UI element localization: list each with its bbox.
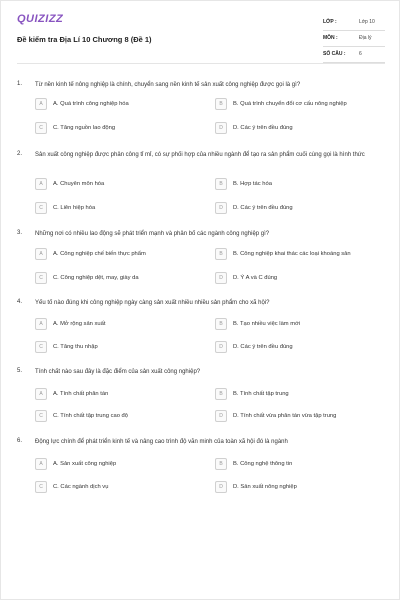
option-c[interactable]: [35, 121, 205, 135]
option-a[interactable]: [35, 317, 205, 331]
option-letter-box: C: [35, 272, 47, 284]
option-text: C. Tăng thu nhập: [53, 344, 98, 350]
worksheet-header: [17, 13, 385, 73]
question-number: 3.: [17, 230, 23, 236]
option-c[interactable]: [35, 480, 205, 494]
quizizz-logo: QUIZIZZ: [17, 13, 64, 25]
meta-value: Địa lý: [359, 35, 372, 41]
question-text: Động lực chính để phát triển kinh tế và nâng cao trình độ văn minh của toàn xã hội đó là ngành: [35, 439, 288, 445]
option-letter-box: A: [35, 458, 47, 470]
question-text: Sản xuất công nghiệp được phân công tỉ mỉ, có sự phối hợp của nhiều ngành để tạo ra sản phẩm cuối cùng gọi là hình thức: [35, 152, 365, 158]
option-letter-box: D: [215, 272, 227, 284]
option-text: B. Quá trình chuyển đổi cơ cấu nông nghiệp: [233, 101, 347, 107]
meta-label: SỐ CÂU :: [323, 51, 346, 57]
option-letter-box: C: [35, 122, 47, 134]
question-text: Tính chất nào sau đây là đặc điểm của sản xuất công nghiệp?: [35, 369, 201, 375]
question-number: 2.: [17, 151, 23, 157]
option-letter-box: C: [35, 481, 47, 493]
option-a[interactable]: [35, 177, 205, 191]
option-a[interactable]: [35, 247, 205, 261]
option-d[interactable]: [215, 271, 385, 285]
option-letter-box: A: [35, 248, 47, 260]
option-letter-box: A: [35, 318, 47, 330]
option-a[interactable]: [35, 97, 205, 111]
option-d[interactable]: [215, 121, 385, 135]
option-letter-box: A: [35, 388, 47, 400]
option-text: A. Mở rộng sản xuất: [53, 321, 106, 327]
option-d[interactable]: [215, 340, 385, 354]
option-letter-box: D: [215, 481, 227, 493]
question-number: 6.: [17, 438, 23, 444]
option-c[interactable]: [35, 409, 205, 423]
meta-row-subject: [323, 31, 385, 47]
option-b[interactable]: [215, 457, 385, 471]
meta-row-question-count: [323, 47, 385, 63]
option-letter-box: B: [215, 458, 227, 470]
option-text: C. Các ngành dịch vụ: [53, 484, 109, 490]
option-text: C. Liên hiệp hóa: [53, 205, 96, 211]
option-text: A. Sản xuất công nghiệp: [53, 461, 117, 467]
worksheet-title: Đề kiểm tra Địa Lí 10 Chương 8 (Đề 1): [17, 35, 152, 44]
question-number: 1.: [17, 81, 23, 87]
meta-label: MÔN :: [323, 35, 338, 41]
option-text: C. Công nghiệp dệt, may, giày da: [53, 275, 139, 281]
option-letter-box: C: [35, 410, 47, 422]
option-text: B. Công nghiệp khai thác các loại khoáng sản: [233, 251, 351, 257]
option-d[interactable]: [215, 201, 385, 215]
option-letter-box: B: [215, 318, 227, 330]
option-letter-box: B: [215, 178, 227, 190]
option-b[interactable]: [215, 97, 385, 111]
option-text: B. Tạo nhiều việc làm mới: [233, 321, 301, 327]
option-text: D. Ý A và C đúng: [233, 275, 278, 281]
option-letter-box: D: [215, 410, 227, 422]
option-a[interactable]: [35, 457, 205, 471]
meta-value: 6: [359, 51, 362, 57]
option-text: B. Hợp tác hóa: [233, 181, 272, 187]
meta-value: Lớp 10: [359, 19, 375, 25]
option-c[interactable]: [35, 271, 205, 285]
question-number: 4.: [17, 299, 23, 305]
option-text: A. Chuyên môn hóa: [53, 181, 105, 187]
question-text: Yếu tố nào đúng khi công nghiệp ngày càng sản xuất nhiều nhiều sản phẩm cho xã hội?: [35, 300, 270, 306]
option-b[interactable]: [215, 177, 385, 191]
option-a[interactable]: [35, 387, 205, 401]
question-number: 5.: [17, 368, 23, 374]
question-text: Những nơi có nhiều lao động sẽ phát triển mạnh và phân bố các ngành công nghiệp gì?: [35, 231, 270, 237]
worksheet-meta: [323, 15, 385, 63]
option-d[interactable]: [215, 480, 385, 494]
option-c[interactable]: [35, 340, 205, 354]
option-letter-box: D: [215, 341, 227, 353]
option-text: C. Tăng nguồn lao động: [53, 125, 116, 131]
option-text: D. Các ý trên đều đúng: [233, 205, 293, 211]
option-text: C. Tính chất tập trung cao độ: [53, 413, 128, 419]
option-b[interactable]: [215, 317, 385, 331]
option-c[interactable]: [35, 201, 205, 215]
option-letter-box: C: [35, 341, 47, 353]
option-text: A. Công nghiệp chế biến thực phẩm: [53, 251, 146, 257]
meta-label: LỚP :: [323, 19, 337, 25]
option-text: D. Các ý trên đều đúng: [233, 125, 293, 131]
option-letter-box: A: [35, 98, 47, 110]
option-letter-box: B: [215, 98, 227, 110]
option-letter-box: D: [215, 122, 227, 134]
option-text: D. Sản xuất nông nghiệp: [233, 484, 297, 490]
question-text: Từ nền kinh tế nông nghiệp là chính, chuyển sang nền kinh tế sản xuất công nghiệp được gọi là gì?: [35, 82, 301, 88]
option-d[interactable]: [215, 409, 385, 423]
header-divider: [17, 63, 385, 64]
option-letter-box: A: [35, 178, 47, 190]
option-text: B. Tính chất tập trung: [233, 391, 289, 397]
option-letter-box: C: [35, 202, 47, 214]
option-b[interactable]: [215, 247, 385, 261]
option-text: B. Công nghệ thông tin: [233, 461, 293, 467]
option-letter-box: D: [215, 202, 227, 214]
option-b[interactable]: [215, 387, 385, 401]
option-text: D. Tính chất vừa phân tán vừa tập trung: [233, 413, 337, 419]
meta-row-class: [323, 15, 385, 31]
option-text: D. Các ý trên đều đúng: [233, 344, 293, 350]
option-letter-box: B: [215, 388, 227, 400]
option-text: A. Tính chất phân tán: [53, 391, 109, 397]
option-letter-box: B: [215, 248, 227, 260]
option-text: A. Quá trình công nghiệp hóa: [53, 101, 129, 107]
